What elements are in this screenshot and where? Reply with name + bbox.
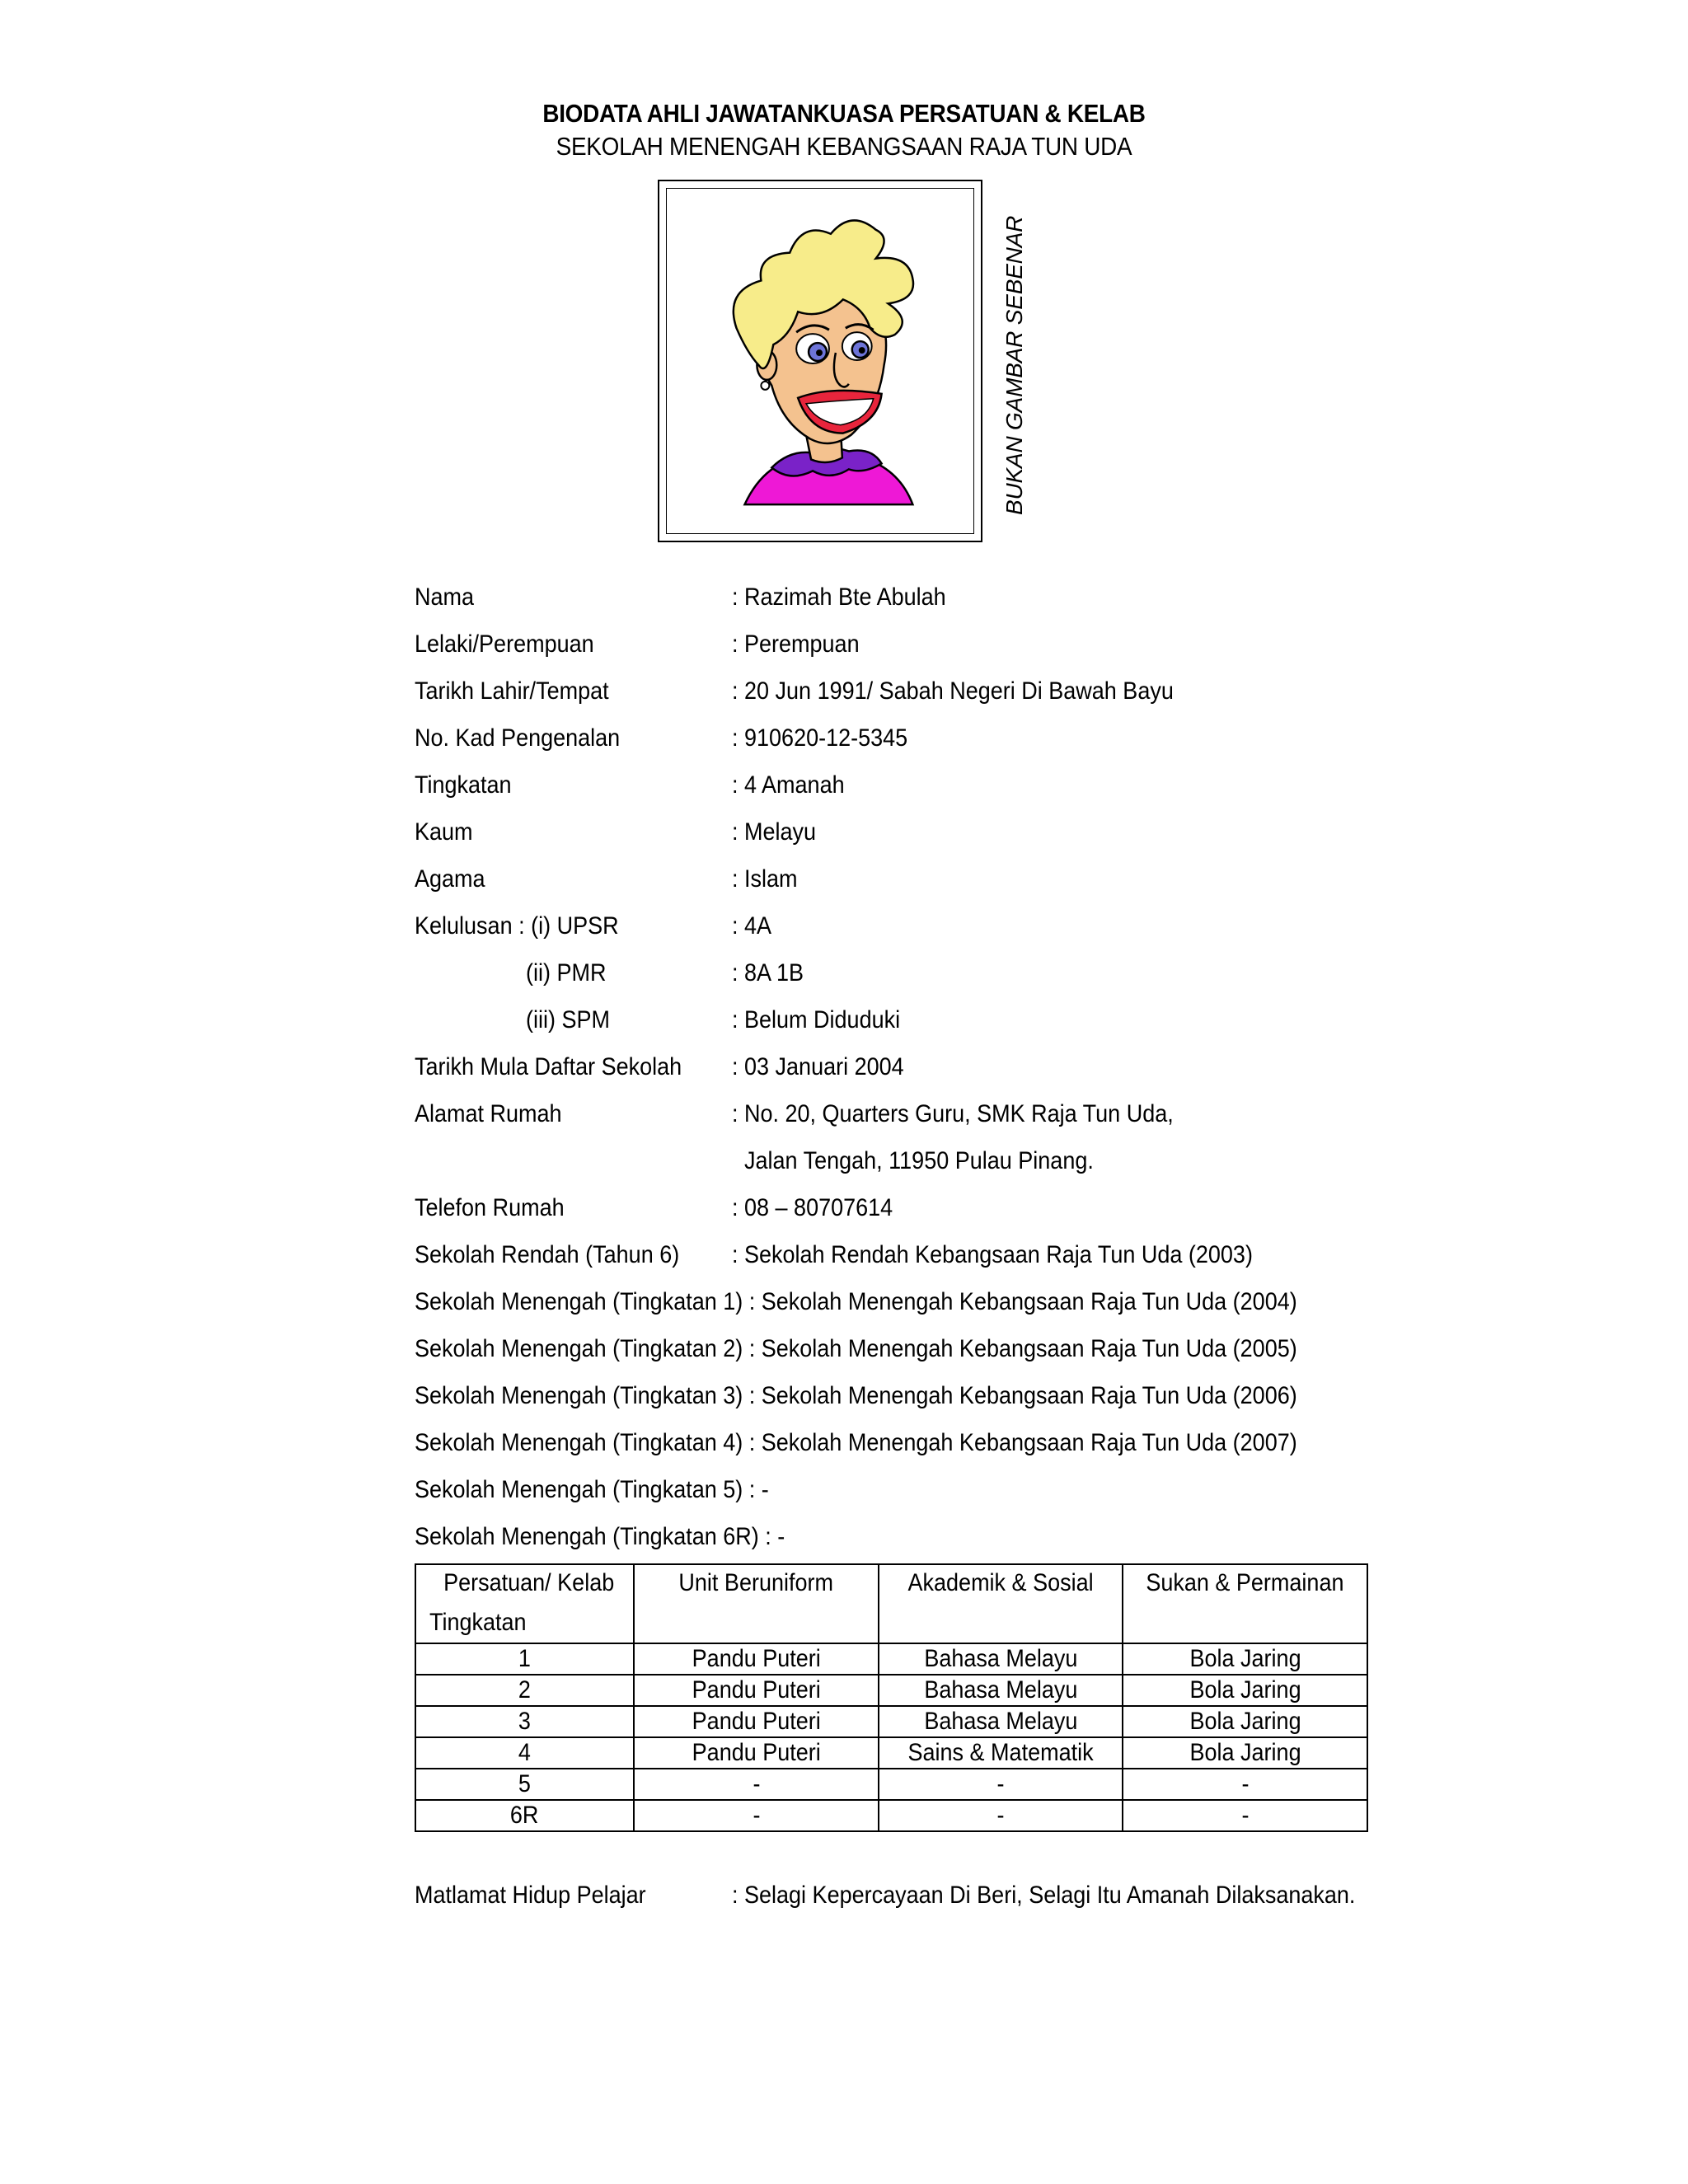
field-row-birth: [415, 675, 1503, 722]
table-cell: Bahasa Melayu: [879, 1706, 1123, 1737]
field-label: Agama: [415, 865, 485, 893]
table-cell: 5: [415, 1769, 634, 1800]
field-row-pmr: [415, 957, 1503, 1004]
table-row: [415, 1706, 1367, 1737]
corner-header-form: Tingkatan: [429, 1609, 527, 1636]
table-cell: 1: [415, 1643, 634, 1675]
field-row-address: [415, 1098, 1503, 1145]
field-value: : Sekolah Rendah Kebangsaan Raja Tun Uda (2003): [732, 1241, 1253, 1268]
field-value: : No. 20, Quarters Guru, SMK Raja Tun Uda,: [732, 1100, 1174, 1127]
field-row-name: [415, 581, 1503, 628]
field-label: Lelaki/Perempuan: [415, 630, 594, 658]
secondary-school-line: Sekolah Menengah (Tingkatan 6R) : -: [415, 1523, 785, 1550]
table-row: [415, 1800, 1367, 1831]
table-cell: Pandu Puteri: [634, 1675, 879, 1706]
table-cell: Bola Jaring: [1123, 1737, 1367, 1769]
table-cell: -: [1123, 1800, 1367, 1831]
table-cell: Bola Jaring: [1123, 1675, 1367, 1706]
clubs-table-header-row: [415, 1564, 1367, 1643]
field-label: Tarikh Lahir/Tempat: [415, 677, 609, 705]
table-cell: Bola Jaring: [1123, 1706, 1367, 1737]
field-value: : Perempuan: [732, 630, 860, 658]
document-title: BIODATA AHLI JAWATANKUASA PERSATUAN & KELAB: [542, 99, 1146, 128]
secondary-school-line: Sekolah Menengah (Tingkatan 5) : -: [415, 1476, 769, 1503]
field-label: Kelulusan : (i) UPSR: [415, 912, 619, 940]
secondary-school-line: Sekolah Menengah (Tingkatan 4) : Sekolah Menengah Kebangsaan Raja Tun Uda (2007): [415, 1429, 1297, 1456]
field-value: Jalan Tengah, 11950 Pulau Pinang.: [732, 1147, 1094, 1174]
field-value: : 08 – 80707614: [732, 1194, 893, 1221]
field-value: : 4 Amanah: [732, 771, 845, 799]
table-cell: Pandu Puteri: [634, 1737, 879, 1769]
table-cell: -: [634, 1800, 879, 1831]
clubs-table: [415, 1563, 1368, 1832]
field-row-form: [415, 769, 1503, 816]
field-label: (iii) SPM: [526, 1006, 610, 1033]
photo-frame: [658, 180, 982, 542]
field-value: : 03 Januari 2004: [732, 1053, 904, 1080]
secondary-school-row: [415, 1474, 1503, 1521]
field-value: : Belum Diduduki: [732, 1006, 901, 1033]
field-row-race: [415, 816, 1503, 863]
table-cell: 3: [415, 1706, 634, 1737]
field-row-spm: [415, 1004, 1503, 1051]
table-cell: 4: [415, 1737, 634, 1769]
table-cell: Bola Jaring: [1123, 1643, 1367, 1675]
goal-label: Matlamat Hidup Pelajar: [415, 1882, 646, 1909]
secondary-school-line: Sekolah Menengah (Tingkatan 2) : Sekolah Menengah Kebangsaan Raja Tun Uda (2005): [415, 1335, 1297, 1362]
secondary-school-row: [415, 1333, 1503, 1380]
secondary-school-row: [415, 1380, 1503, 1427]
field-label: Tarikh Mula Daftar Sekolah: [415, 1053, 682, 1080]
field-row-gender: [415, 628, 1503, 675]
table-row: [415, 1675, 1367, 1706]
student-life-goal: [415, 1879, 1503, 1915]
field-label: Tingkatan: [415, 771, 512, 799]
field-label: Alamat Rumah: [415, 1100, 562, 1127]
table-row: [415, 1737, 1367, 1769]
corner-header-clubs: Persatuan/ Kelab: [443, 1569, 615, 1596]
field-row-registration-date: [415, 1051, 1503, 1098]
field-label: Nama: [415, 583, 475, 611]
secondary-school-line: Sekolah Menengah (Tingkatan 3) : Sekolah Menengah Kebangsaan Raja Tun Uda (2006): [415, 1382, 1297, 1409]
field-value: : Razimah Bte Abulah: [732, 583, 946, 611]
table-cell: -: [879, 1800, 1123, 1831]
field-row-religion: [415, 863, 1503, 910]
secondary-school-row: [415, 1286, 1503, 1333]
field-label: (ii) PMR: [526, 959, 607, 987]
secondary-school-row: [415, 1427, 1503, 1474]
table-cell: 6R: [415, 1800, 634, 1831]
table-row: [415, 1643, 1367, 1675]
field-row-ic: [415, 722, 1503, 769]
field-value: : 20 Jun 1991/ Sabah Negeri Di Bawah Bayu: [732, 677, 1174, 705]
table-cell: Pandu Puteri: [634, 1706, 879, 1737]
field-row-phone: [415, 1192, 1503, 1239]
column-header: Akademik & Sosial: [879, 1564, 1123, 1643]
table-cell: 2: [415, 1675, 634, 1706]
table-cell: -: [879, 1769, 1123, 1800]
cartoon-woman-portrait-icon: [667, 189, 973, 533]
secondary-school-row: [415, 1521, 1503, 1568]
goal-value: : Selagi Kepercayaan Di Beri, Selagi Itu Amanah Dilaksanakan.: [732, 1882, 1356, 1909]
document-subtitle: SEKOLAH MENENGAH KEBANGSAAN RAJA TUN UDA: [556, 132, 1132, 161]
field-row-primary-school: [415, 1239, 1503, 1286]
table-cell: -: [1123, 1769, 1367, 1800]
table-cell: -: [634, 1769, 879, 1800]
biodata-fields: [415, 581, 1503, 1568]
earring-shape: [761, 382, 769, 390]
field-row-address-line2: [415, 1145, 1503, 1192]
photo-inner-frame: [666, 188, 974, 534]
field-row-upsr: [415, 910, 1503, 957]
table-corner-header: [415, 1564, 634, 1643]
column-header: Sukan & Permainan: [1123, 1564, 1367, 1643]
table-cell: Sains & Matematik: [879, 1737, 1123, 1769]
table-cell: Bahasa Melayu: [879, 1675, 1123, 1706]
field-label: Kaum: [415, 818, 473, 846]
field-value: : Islam: [732, 865, 798, 893]
field-value: : 910620-12-5345: [732, 724, 908, 752]
table-cell: Pandu Puteri: [634, 1643, 879, 1675]
field-value: : 8A 1B: [732, 959, 804, 987]
field-label: Sekolah Rendah (Tahun 6): [415, 1241, 680, 1268]
field-value: : 4A: [732, 912, 772, 940]
secondary-school-line: Sekolah Menengah (Tingkatan 1) : Sekolah Menengah Kebangsaan Raja Tun Uda (2004): [415, 1288, 1297, 1315]
field-label: No. Kad Pengenalan: [415, 724, 621, 752]
not-actual-photo-note: BUKAN GAMBAR SEBENAR: [1001, 215, 1027, 515]
table-row: [415, 1769, 1367, 1800]
column-header: Unit Beruniform: [634, 1564, 879, 1643]
field-label: Telefon Rumah: [415, 1194, 565, 1221]
field-value: : Melayu: [732, 818, 817, 846]
table-cell: Bahasa Melayu: [879, 1643, 1123, 1675]
